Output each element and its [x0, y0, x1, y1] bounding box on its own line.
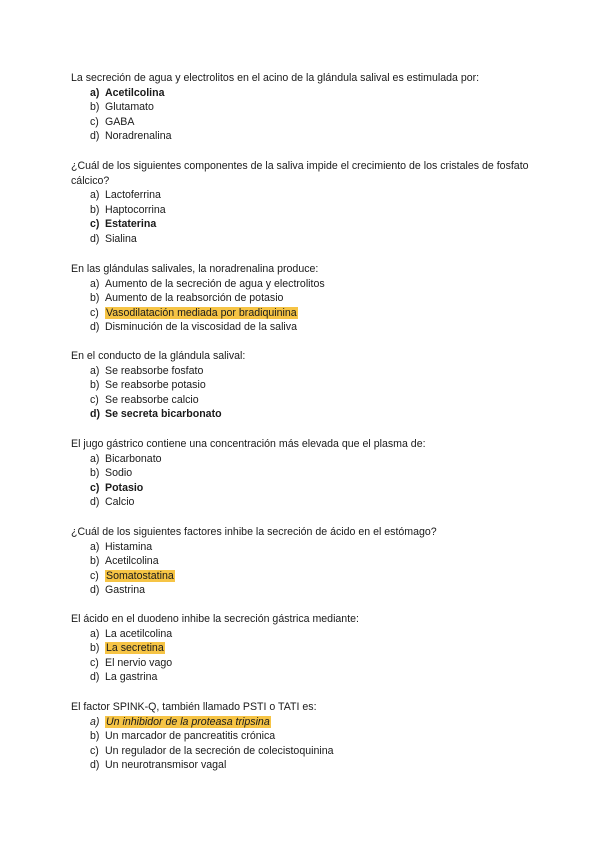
option-d: d) Noradrenalina — [90, 130, 172, 143]
option-d: d) La gastrina — [90, 671, 158, 684]
option-a: a) Histamina — [90, 540, 153, 553]
option-b: b) Sodio — [90, 467, 133, 480]
option-b: b) Un marcador de pancreatitis crónica — [90, 730, 276, 743]
question-2 — [71, 159, 531, 247]
question-1 — [71, 71, 531, 144]
question-stem: ¿Cuál de los siguientes componentes de la saliva impide el crecimiento de los cristales de fosfato cálcico? — [71, 160, 529, 187]
option-a: a) Aumento de la secreción de agua y electrolitos — [90, 277, 325, 290]
option-c: c) Un regulador de la secreción de colecistoquinina — [90, 744, 334, 757]
question-stem: La secreción de agua y electrolitos en el acino de la glándula salival es estimulada por: — [71, 72, 480, 84]
option-a: a) Bicarbonato — [90, 452, 162, 465]
option-b: b) Acetilcolina — [90, 555, 159, 568]
question-4 — [71, 349, 531, 422]
option-a: a) Se reabsorbe fosfato — [90, 364, 204, 377]
option-c: c) Vasodilatación mediada por bradiquinina — [90, 306, 297, 319]
option-b: b) Haptocorrina — [90, 203, 166, 216]
question-8 — [71, 700, 531, 773]
option-a: a) Un inhibidor de la proteasa tripsina — [90, 715, 270, 728]
option-a: a) Acetilcolina — [90, 86, 165, 99]
option-d: d) Gastrina — [90, 584, 146, 597]
option-c: c) Se reabsorbe calcio — [90, 393, 199, 406]
option-d: d) Un neurotransmisor vagal — [90, 759, 227, 772]
highlighted-answer: Somatostatina — [106, 569, 174, 582]
option-b: b) Se reabsorbe potasio — [90, 379, 206, 392]
question-5 — [71, 437, 531, 510]
option-d: d) Se secreta bicarbonato — [90, 408, 222, 421]
option-a: a) La acetilcolina — [90, 627, 173, 640]
question-stem: En las glándulas salivales, la noradrenalina produce: — [71, 263, 319, 275]
option-b: b) Glutamato — [90, 101, 154, 114]
highlighted-answer: Un inhibidor de la proteasa tripsina — [106, 715, 270, 728]
option-c: c) Potasio — [90, 481, 144, 494]
option-d: d) Sialina — [90, 232, 137, 245]
option-a: a) Lactoferrina — [90, 189, 161, 202]
question-6 — [71, 525, 531, 598]
option-c: c) Estaterina — [90, 218, 157, 231]
option-c: c) GABA — [90, 115, 135, 128]
highlighted-answer: Vasodilatación mediada por bradiquinina — [106, 306, 297, 319]
option-b: b) Aumento de la reabsorción de potasio — [90, 292, 284, 305]
option-b: b) La secretina — [90, 642, 164, 655]
question-stem: En el conducto de la glándula salival: — [71, 350, 246, 362]
question-stem: ¿Cuál de los siguientes factores inhibe la secreción de ácido en el estómago? — [71, 526, 437, 538]
question-stem: El jugo gástrico contiene una concentración más elevada que el plasma de: — [71, 438, 426, 450]
question-stem: El ácido en el duodeno inhibe la secreción gástrica mediante: — [71, 613, 359, 625]
question-7 — [71, 612, 531, 685]
option-c: c) El nervio vago — [90, 656, 173, 669]
option-d: d) Disminución de la viscosidad de la saliva — [90, 321, 297, 334]
highlighted-answer: La secretina — [106, 642, 164, 655]
option-d: d) Calcio — [90, 496, 135, 509]
question-3 — [71, 262, 531, 335]
option-c: c) Somatostatina — [90, 569, 174, 582]
question-stem: El factor SPINK-Q, también llamado PSTI o TATI es: — [71, 701, 317, 713]
